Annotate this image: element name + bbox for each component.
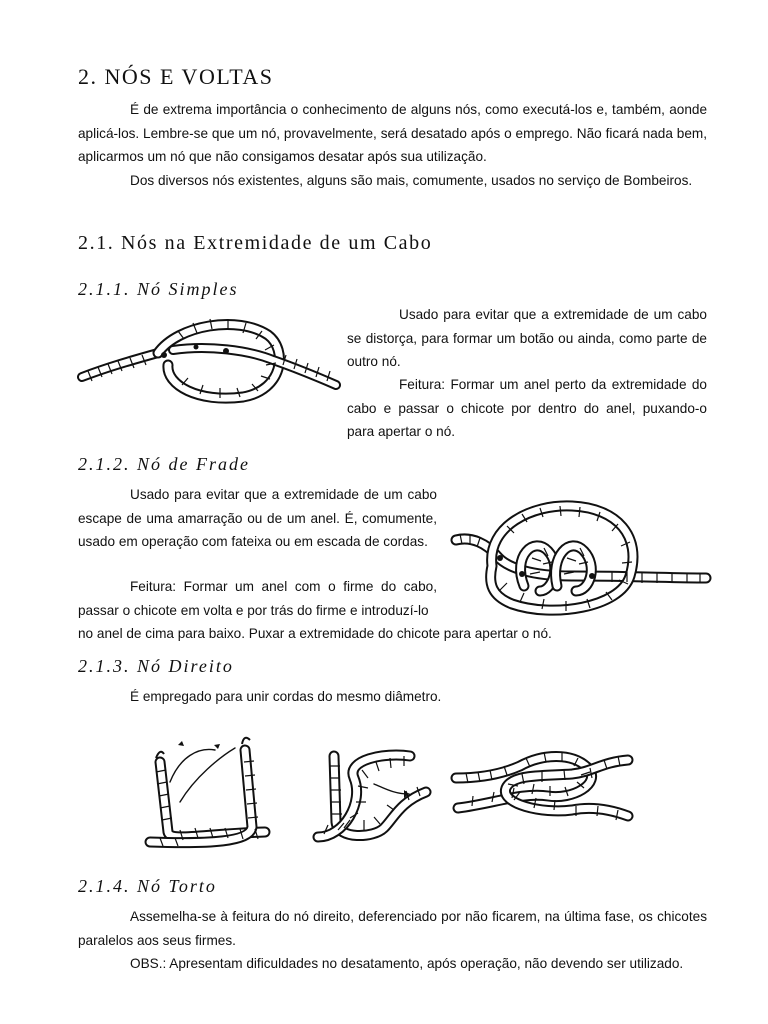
direito-usage: É empregado para unir cordas do mesmo diâmetro. (130, 689, 442, 704)
reef-knot-step-1-illustration (140, 732, 280, 857)
frade-making-1: Feitura: Formar um anel com o firme do cabo, passar o chicote em volta e por trás do firme e introduzí-lo (78, 579, 437, 618)
knot-title-torto: 2.1.4. Nó Torto (78, 876, 217, 896)
intro-paragraph-2: Dos diversos nós existentes, alguns são mais, comumente, usados no serviço de Bombeiros. (130, 173, 693, 188)
frade-usage: Usado para evitar que a extremidade de um cabo escape de uma amarração ou de um anel. É, comumente, usado em operação com fateixa ou em escada de cordas. (78, 487, 437, 549)
reef-knot-step-2-illustration (314, 742, 434, 852)
overhand-knot-illustration (78, 305, 338, 415)
torto-note: OBS.: Apresentam dificuldades no desatamento, após operação, não devendo ser utilizado. (130, 956, 684, 971)
subsection-title: 2.1. Nós na Extremidade de um Cabo (78, 232, 433, 254)
reef-knot-step-3-illustration (452, 744, 632, 824)
simples-usage: Usado para evitar que a extremidade de um cabo se distorça, para formar um botão ou ainda, como parte de outro nó. (347, 307, 707, 369)
knot-title-frade: 2.1.2. Nó de Frade (78, 454, 250, 474)
section-title: 2. NÓS E VOLTAS (78, 64, 274, 89)
frade-knot-illustration (452, 496, 710, 622)
torto-usage: Assemelha-se à feitura do nó direito, deferenciado por não ficarem, na última fase, os chicotes paralelos aos seus firmes. (78, 909, 707, 948)
intro-paragraph-1: É de extrema importância o conhecimento de alguns nós, como executá-los e, também, aonde aplicá-los. Lembre-se que um nó, provavelmente, será desatado após o emprego. Não ficará nada bem, aplicarmos um nó que não consigamos desatar após sua utilização. (78, 102, 707, 164)
simples-making: Feitura: Formar um anel perto da extremidade do cabo e passar o chicote por dentro do anel, puxando-o para apertar o nó. (347, 377, 707, 439)
knot-title-direito: 2.1.3. Nó Direito (78, 656, 234, 676)
knot-title-simples: 2.1.1. Nó Simples (78, 279, 239, 299)
frade-making-2: no anel de cima para baixo. Puxar a extremidade do chicote para apertar o nó. (78, 626, 552, 641)
